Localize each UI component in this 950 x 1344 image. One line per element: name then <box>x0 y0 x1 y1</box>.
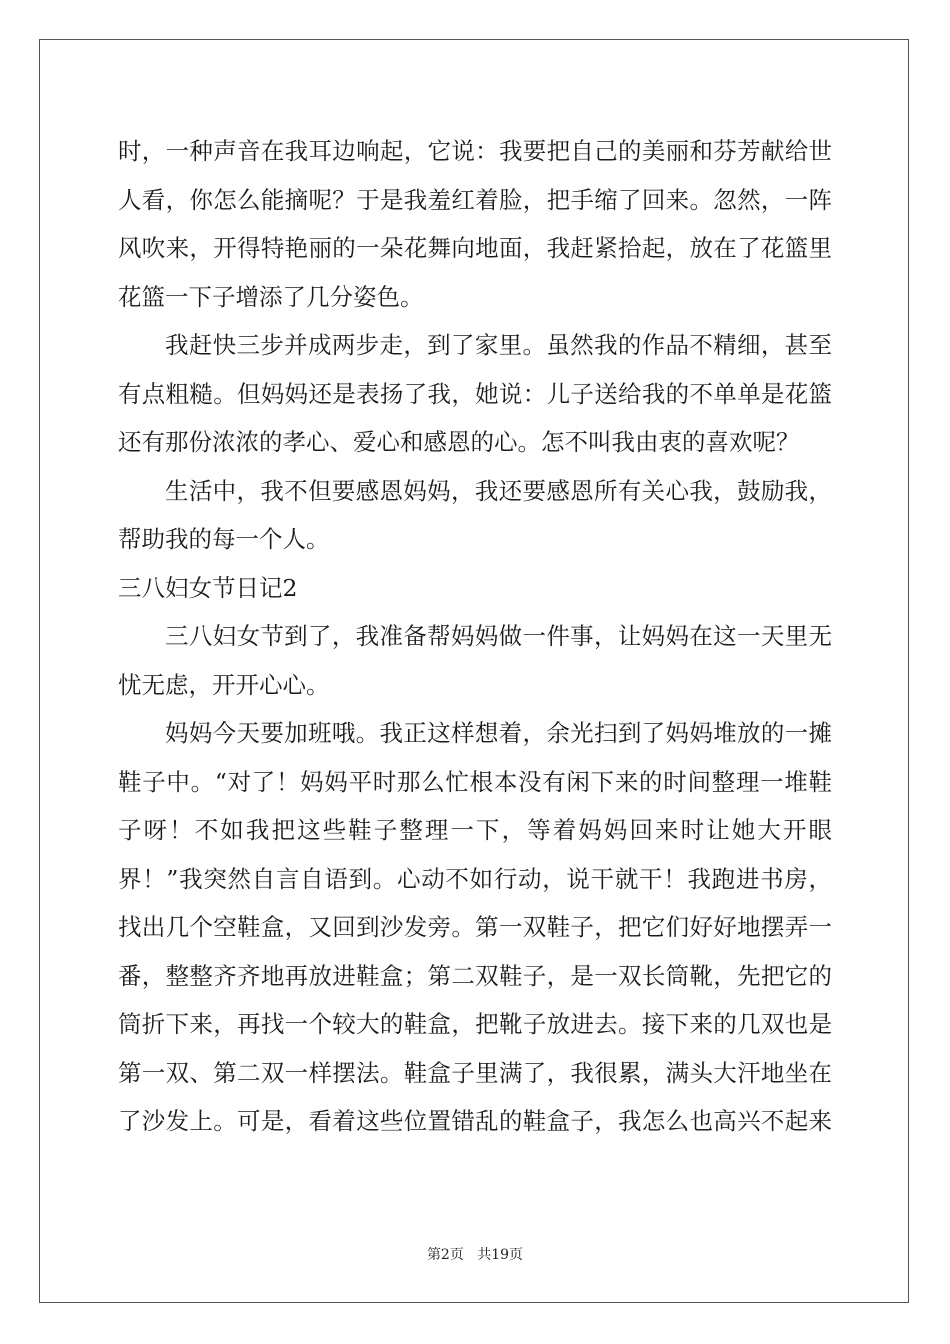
text-line: 花篮一下子增添了几分姿色。 <box>118 282 424 311</box>
text-line: 番，整整齐齐地再放进鞋盒；第二双鞋子，是一双长筒靴，先把它的 <box>118 961 832 990</box>
text-line: 时，一种声音在我耳边响起，它说：我要把自己的美丽和芬芳献给世 <box>118 137 832 165</box>
text-line: 还有那份浓浓的孝心、爱心和感恩的心。怎不叫我由衷的喜欢呢？ <box>118 428 800 456</box>
text-line: 三八妇女节到了，我准备帮妈妈做一件事，让妈妈在这一天里无 <box>165 622 832 650</box>
text-line: 第一双、第二双一样摆法。鞋盒子里满了，我很累，满头大汗地坐在 <box>118 1058 832 1087</box>
text-line: 忧无虑，开开心心。 <box>118 670 330 699</box>
text-line: 人看，你怎么能摘呢？于是我羞红着脸，把手缩了回来。忽然，一阵 <box>118 185 832 214</box>
text-line: 鞋子中。“对了！妈妈平时那么忙根本没有闲下来的时间整理一堆鞋 <box>118 767 832 796</box>
text-line: 帮助我的每一个人。 <box>118 525 330 553</box>
footer-separator <box>464 1247 477 1263</box>
text-line: 找出几个空鞋盒，又回到沙发旁。第一双鞋子，把它们好好地摆弄一 <box>118 913 832 941</box>
text-line: 了沙发上。可是，看着这些位置错乱的鞋盒子，我怎么也高兴不起来 <box>118 1107 832 1135</box>
text-line: 我赶快三步并成两步走，到了家里。虽然我的作品不精细，甚至 <box>165 331 832 359</box>
page-total: 共19页 <box>477 1247 524 1263</box>
text-line: 界！”我突然自言自语到。心动不如行动，说干就干！我跑进书房， <box>118 864 832 893</box>
page-footer <box>0 1245 950 1265</box>
text-line: 子呀！不如我把这些鞋子整理一下，等着妈妈回来时让她大开眼 <box>118 816 832 844</box>
page-number: 第2页 <box>426 1247 464 1263</box>
section-heading: 三八妇女节日记2 <box>118 573 298 602</box>
document-body <box>118 127 832 1146</box>
text-line: 生活中，我不但要感恩妈妈，我还要感恩所有关心我，鼓励我， <box>165 476 832 505</box>
text-line: 妈妈今天要加班哦。我正这样想着，余光扫到了妈妈堆放的一摊 <box>165 719 832 747</box>
text-line: 有点粗糙。但妈妈还是表扬了我，她说：儿子送给我的不单单是花篮 <box>118 379 832 408</box>
text-line: 风吹来，开得特艳丽的一朵花舞向地面，我赶紧拾起，放在了花篮里 <box>118 234 832 262</box>
text-line: 筒折下来，再找一个较大的鞋盒，把靴子放进去。接下来的几双也是 <box>118 1010 832 1038</box>
